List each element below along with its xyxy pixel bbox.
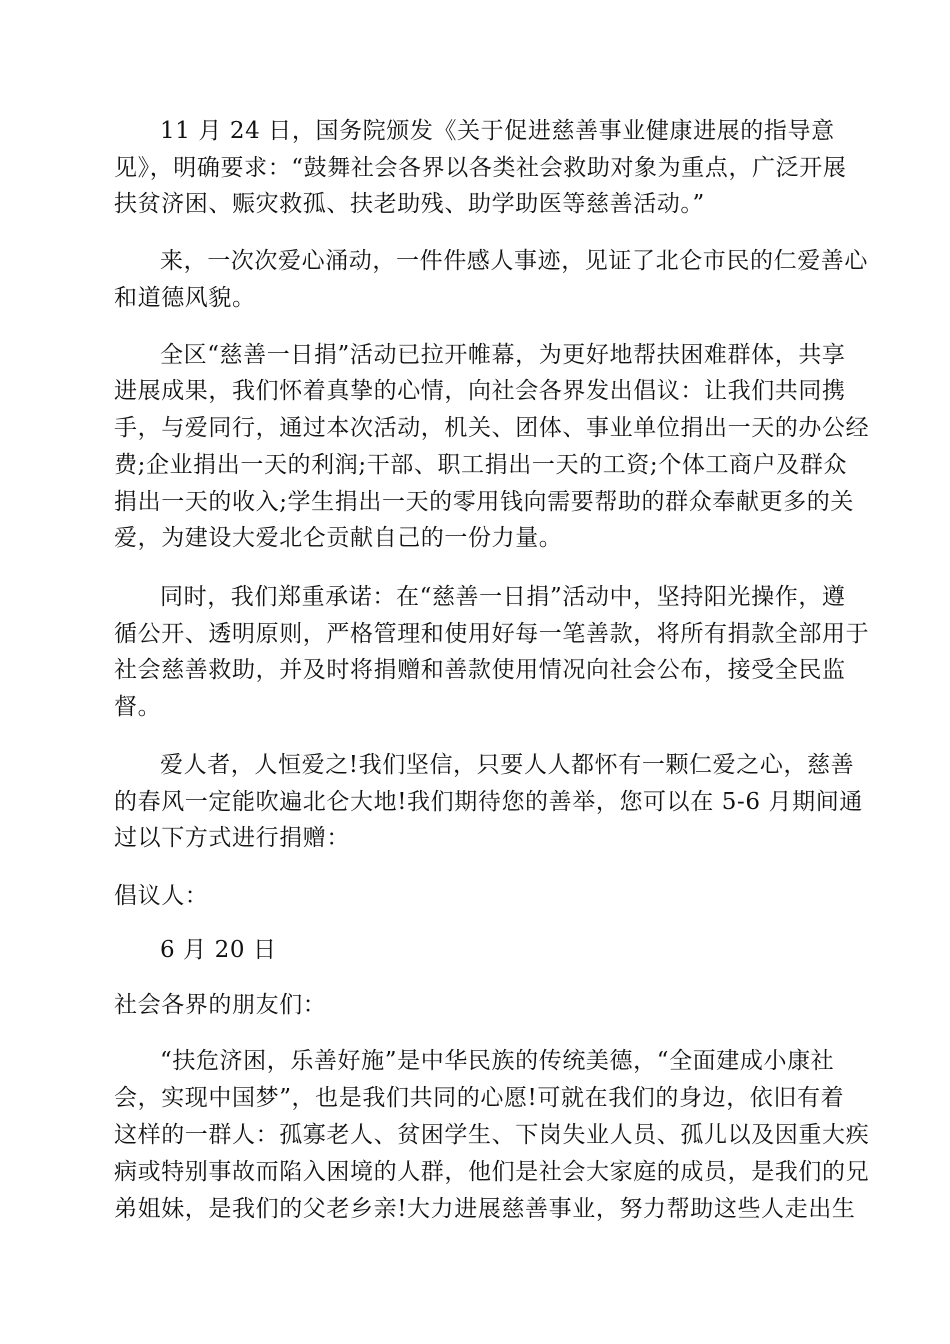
text-line: 社会慈善救助，并及时将捐赠和善款使用情况向社会公布，接受全民监 — [114, 657, 846, 683]
text-line: 见》，明确要求：“鼓舞社会各界以各类社会救助对象为重点，广泛开展 — [114, 155, 847, 181]
text-line: 过以下方式进行捐赠： — [114, 825, 350, 851]
text-line: 的春风一定能吹遍北仑大地!我们期待您的善举，您可以在 5-6 月期间通 — [114, 789, 863, 815]
text-line: 和道德风貌。 — [114, 285, 256, 311]
text-line: 捐出一天的收入;学生捐出一天的零用钱向需要帮助的群众奉献更多的关 — [114, 489, 854, 515]
text-line: 弟姐妹，是我们的父老乡亲!大力进展慈善事业，努力帮助这些人走出生 — [114, 1196, 856, 1222]
text-line: “扶危济困，乐善好施”是中华民族的传统美德，“全面建成小康社 — [160, 1048, 835, 1074]
text-line: 这样的一群人：孤寡老人、贫困学生、下岗失业人员、孤儿以及因重大疾 — [114, 1122, 870, 1148]
text-line: 扶贫济困、赈灾救孤、扶老助残、助学助医等慈善活动。” — [114, 191, 705, 217]
text-line: 11 月 24 日，国务院颁发《关于促进慈善事业健康进展的指导意 — [160, 118, 835, 144]
text-line: 会，实现中国梦”，也是我们共同的心愿!可就在我们的身边，依旧有着 — [114, 1085, 845, 1111]
text-line: 督。 — [114, 694, 162, 720]
text-line: 倡议人： — [114, 883, 209, 909]
text-line: 手，与爱同行，通过本次活动，机关、团体、事业单位捐出一天的办公经 — [114, 415, 870, 441]
text-line: 爱，为建设大爱北仑贡献自己的一份力量。 — [114, 525, 563, 551]
text-line: 社会各界的朋友们： — [114, 992, 327, 1018]
text-line: 来，一次次爱心涌动，一件件感人事迹，见证了北仑市民的仁爱善心 — [160, 248, 868, 274]
text-line: 循公开、透明原则，严格管理和使用好每一笔善款，将所有捐款全部用于 — [114, 621, 870, 647]
text-line: 爱人者，人恒爱之!我们坚信，只要人人都怀有一颗仁爱之心，慈善 — [160, 752, 855, 778]
text-line: 进展成果，我们怀着真挚的心情，向社会各界发出倡议：让我们共同携 — [114, 378, 846, 404]
text-line: 全区“慈善一日捐”活动已拉开帷幕，为更好地帮扶困难群体，共享 — [160, 342, 846, 368]
text-line: 6 月 20 日 — [160, 937, 277, 963]
text-line: 病或特别事故而陷入困境的人群，他们是社会大家庭的成员，是我们的兄 — [114, 1159, 870, 1185]
text-line: 同时，我们郑重承诺：在“慈善一日捐”活动中，坚持阳光操作，遵 — [160, 584, 846, 610]
text-line: 费;企业捐出一天的利润;干部、职工捐出一天的工资;个体工商户及群众 — [114, 452, 848, 478]
